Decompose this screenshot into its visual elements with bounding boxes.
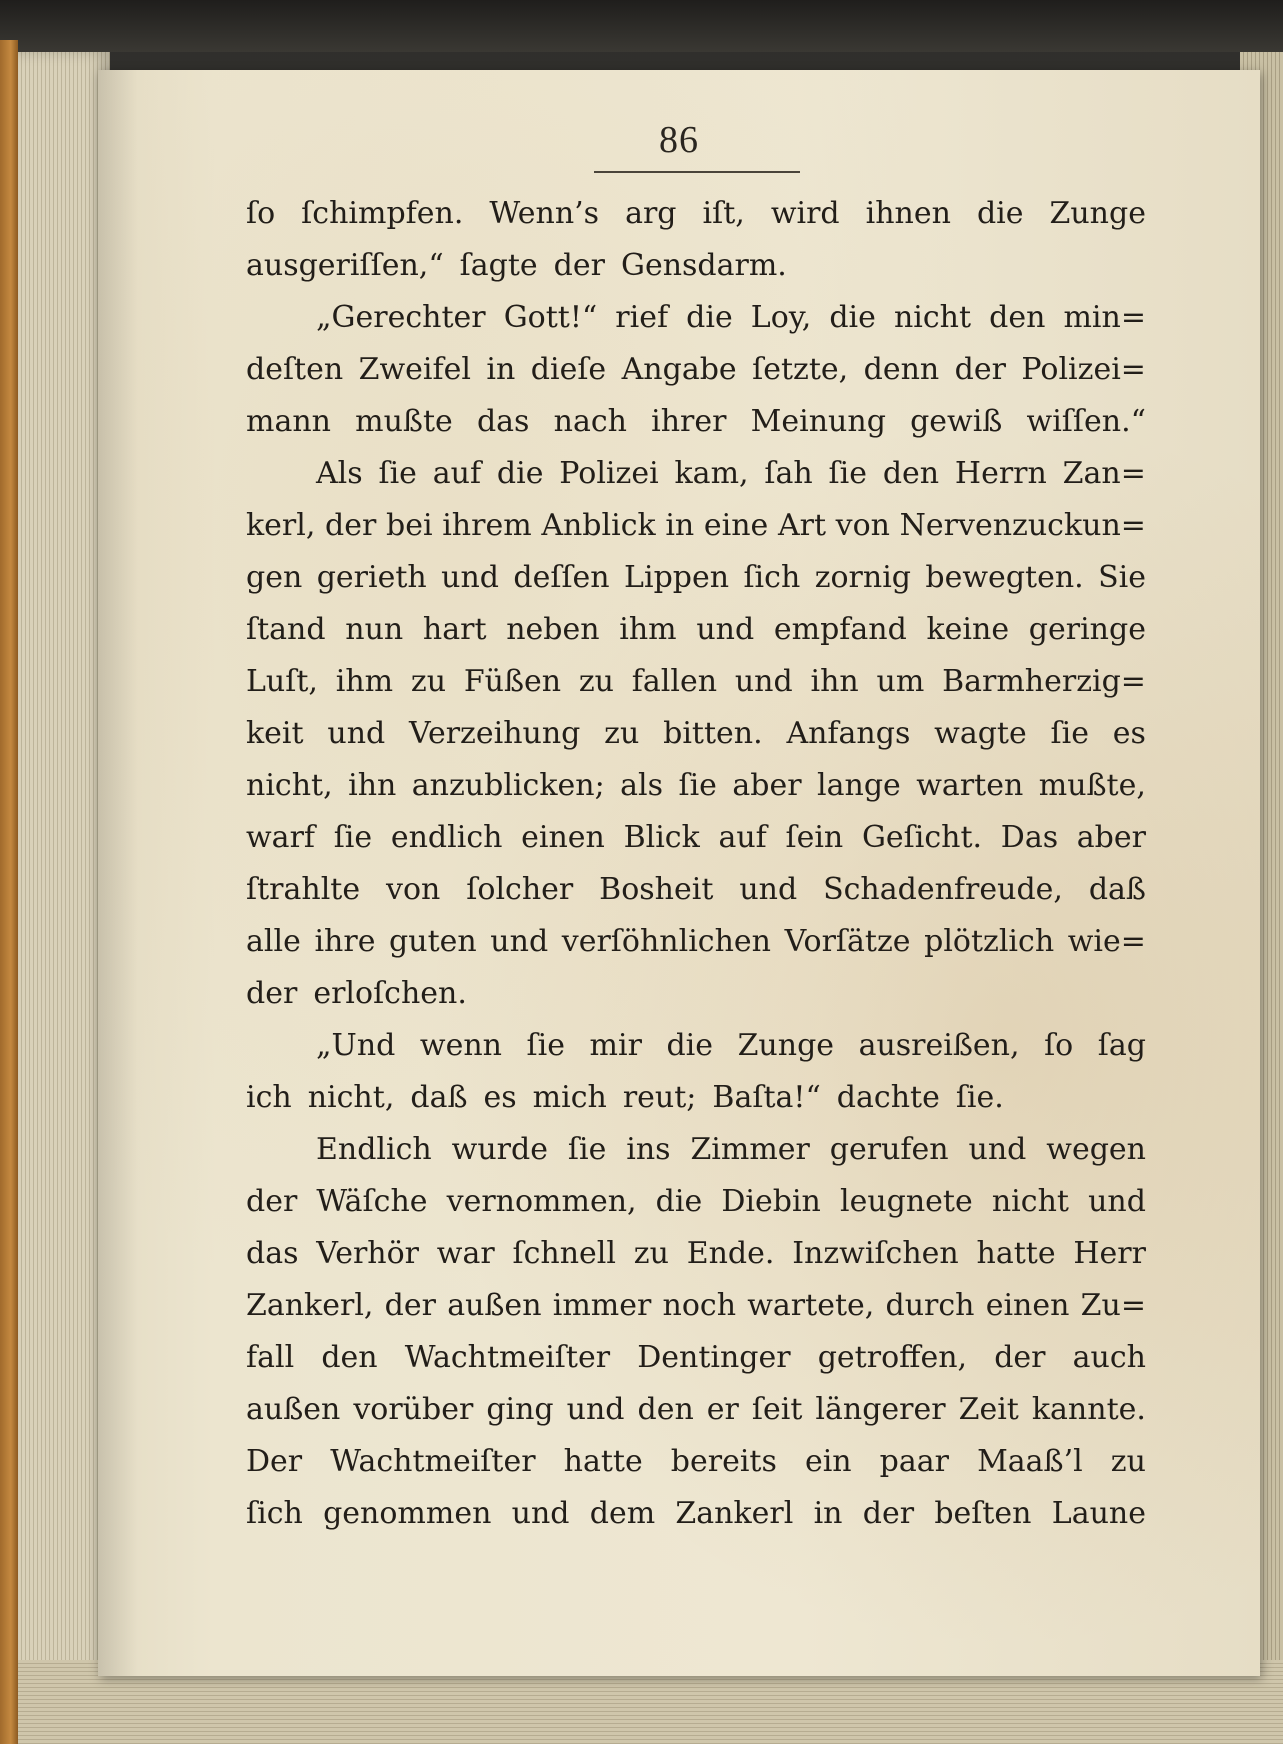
word: Meinung xyxy=(750,404,886,439)
word: Wachtmeiſter xyxy=(330,1444,536,1479)
gutter-shadow xyxy=(98,70,138,1676)
word: verſöhnlichen xyxy=(561,924,771,959)
word: ein xyxy=(804,1444,852,1479)
text-line xyxy=(246,656,1146,708)
word: Endlich xyxy=(316,1132,432,1167)
text-line xyxy=(246,1280,1146,1332)
word: ſetzte, xyxy=(752,352,849,387)
word: Polizei xyxy=(559,456,659,491)
book-page xyxy=(98,70,1260,1676)
text-line xyxy=(246,1020,1146,1072)
word: warf xyxy=(246,820,316,855)
word: ſo xyxy=(1044,1028,1074,1063)
word: es xyxy=(1112,716,1146,751)
text-line xyxy=(246,812,1146,864)
text-line xyxy=(246,604,1146,656)
word: ſah xyxy=(764,456,813,491)
word: der xyxy=(246,976,298,1011)
word: Zimmer xyxy=(690,1132,810,1167)
word: Gott!“ xyxy=(503,300,598,335)
word: ins xyxy=(626,1132,671,1167)
word: Diebin xyxy=(721,1184,821,1219)
text-line xyxy=(246,448,1146,500)
word: die xyxy=(666,1028,714,1063)
word: Inzwiſchen xyxy=(792,1236,959,1271)
word: lange xyxy=(817,768,901,803)
word: einen xyxy=(985,1288,1070,1323)
word: dem xyxy=(589,1496,656,1531)
word: mußte, xyxy=(1038,768,1146,803)
word: ausgeriſſen,“ xyxy=(246,248,444,283)
word: und xyxy=(490,924,549,959)
word: und xyxy=(327,716,386,751)
text-line xyxy=(246,864,1146,916)
word: kerl, xyxy=(246,508,316,543)
word: hatte xyxy=(976,1236,1056,1271)
word: keine xyxy=(926,612,1010,647)
word: außen xyxy=(246,1392,341,1427)
word: erloſchen. xyxy=(313,976,467,1011)
text-line xyxy=(246,1488,1146,1540)
word: wurde xyxy=(451,1132,548,1167)
word: der xyxy=(246,1184,298,1219)
word: die xyxy=(496,456,544,491)
word: wenn xyxy=(419,1028,502,1063)
text-line xyxy=(246,500,1146,552)
word: war xyxy=(436,1236,495,1271)
word: ſchnell xyxy=(512,1236,616,1271)
text-line xyxy=(246,344,1146,396)
word: Laune xyxy=(1051,1496,1146,1531)
word: ſie xyxy=(567,1132,607,1167)
word: endlich xyxy=(390,820,503,855)
word: bewegten. xyxy=(925,560,1084,595)
word: daß xyxy=(1088,872,1146,907)
word: außen xyxy=(447,1288,542,1323)
word: Wachtmeiſter xyxy=(404,1340,611,1375)
word: Vorſätze xyxy=(784,924,911,959)
word: zornig xyxy=(814,560,912,595)
word: ihrem xyxy=(442,508,532,543)
word: mußte xyxy=(355,404,453,439)
word: ſtrahlte xyxy=(246,872,361,907)
word: wegen xyxy=(1046,1132,1146,1167)
word: wiſſen.“ xyxy=(1026,404,1146,439)
word: ſie xyxy=(378,456,417,491)
text-line xyxy=(246,760,1146,812)
word: ihrer xyxy=(651,404,727,439)
text-line xyxy=(246,396,1146,448)
word: gerufen xyxy=(829,1132,949,1167)
word: Wäſche xyxy=(316,1184,428,1219)
word: Loy, xyxy=(750,300,812,335)
word: ſie xyxy=(678,768,717,803)
word: auch xyxy=(1072,1340,1146,1375)
word: leugnete xyxy=(839,1184,973,1219)
word: plötzlich xyxy=(924,924,1055,959)
word: der xyxy=(553,248,605,283)
word: warten xyxy=(916,768,1024,803)
text-line xyxy=(246,292,1146,344)
word: ſtand xyxy=(246,612,326,647)
book-cover-left xyxy=(0,40,18,1744)
word: Herr xyxy=(1073,1236,1146,1271)
word: zu xyxy=(578,664,614,699)
word: Bosheit xyxy=(599,872,714,907)
word: Barmherzig= xyxy=(942,664,1146,699)
word: alle xyxy=(246,924,301,959)
word: neben xyxy=(506,612,600,647)
word: der xyxy=(994,1340,1046,1375)
word: empfand xyxy=(773,612,907,647)
word: es xyxy=(483,1080,517,1115)
word: aber xyxy=(1076,820,1146,855)
word: Zankerl xyxy=(675,1496,794,1531)
word: Baſta!“ xyxy=(712,1080,821,1115)
word: den xyxy=(637,1392,694,1427)
word: gen xyxy=(246,560,303,595)
word: hatte xyxy=(563,1444,643,1479)
word: paar xyxy=(879,1444,949,1479)
word: min= xyxy=(1063,300,1146,335)
text-line xyxy=(246,1176,1146,1228)
word: Verzeihung xyxy=(409,716,581,751)
word: Zweifel xyxy=(358,352,471,387)
word: Gensdarm. xyxy=(620,248,787,283)
word: hart xyxy=(422,612,487,647)
word: den xyxy=(882,456,940,491)
word: die xyxy=(655,1184,703,1219)
text-line xyxy=(246,1124,1146,1176)
word: ihre xyxy=(314,924,376,959)
word: einen xyxy=(521,820,605,855)
word: ſagte xyxy=(459,248,538,283)
word: den xyxy=(321,1340,378,1375)
word: Dentinger xyxy=(637,1340,791,1375)
page-body-text xyxy=(246,188,1146,1540)
text-line xyxy=(246,1332,1146,1384)
word: Anfangs xyxy=(786,716,911,751)
word: Zunge xyxy=(737,1028,835,1063)
word: „Und xyxy=(316,1028,396,1063)
word: wird xyxy=(770,196,840,231)
text-line xyxy=(246,1436,1146,1488)
word: geringe xyxy=(1028,612,1146,647)
word: guten xyxy=(389,924,477,959)
word: auf xyxy=(718,820,767,855)
word: Schadenfreude, xyxy=(823,872,1063,907)
word: Das xyxy=(1000,820,1059,855)
word: bei xyxy=(386,508,433,543)
word: mann xyxy=(246,404,331,439)
word: und xyxy=(734,664,793,699)
word: als xyxy=(620,768,664,803)
word: ihm xyxy=(335,664,394,699)
word: Zankerl, xyxy=(246,1288,374,1323)
word: zu xyxy=(604,716,640,751)
word: ſie xyxy=(828,456,867,491)
word: ſie. xyxy=(955,1080,1004,1115)
word: vernommen, xyxy=(446,1184,637,1219)
word: und xyxy=(1088,1184,1146,1219)
word: Zan= xyxy=(1062,456,1146,491)
word: ſag xyxy=(1097,1028,1146,1063)
book-cover-top xyxy=(0,0,1283,52)
word: ihn xyxy=(810,664,859,699)
word: die xyxy=(686,300,733,335)
word: den xyxy=(989,300,1046,335)
word: ſeit xyxy=(751,1392,803,1427)
word: das xyxy=(476,404,530,439)
word: die xyxy=(829,300,876,335)
word: Zunge xyxy=(1049,196,1146,231)
word: deſſen xyxy=(513,560,610,595)
word: ihnen xyxy=(865,196,951,231)
word: Art xyxy=(777,508,827,543)
word: eine xyxy=(703,508,769,543)
word: durch xyxy=(885,1288,975,1323)
page-edges-left xyxy=(18,52,110,1744)
word: gerieth xyxy=(316,560,427,595)
word: und xyxy=(739,872,798,907)
word: Füßen xyxy=(463,664,562,699)
text-line xyxy=(246,552,1146,604)
word: gewiß xyxy=(910,404,1003,439)
word: Polizei= xyxy=(1021,352,1146,387)
text-line xyxy=(246,240,1146,292)
word: Zu= xyxy=(1080,1288,1146,1323)
word: ihn xyxy=(348,768,397,803)
word: Als xyxy=(316,456,363,491)
word: reut; xyxy=(622,1080,697,1115)
word: ausreißen, xyxy=(858,1028,1020,1063)
word: und xyxy=(696,612,755,647)
word: und xyxy=(566,1392,625,1427)
word: anzublicken; xyxy=(411,768,605,803)
word: rief xyxy=(615,300,669,335)
word: „Gerechter xyxy=(316,300,486,335)
word: Verhör xyxy=(316,1236,420,1271)
word: wagte xyxy=(934,716,1027,751)
text-line xyxy=(246,916,1146,968)
word: dieſe xyxy=(530,352,607,387)
word: die xyxy=(976,196,1024,231)
word: keit xyxy=(246,716,304,751)
header-rule xyxy=(594,171,800,173)
word: Sie xyxy=(1098,560,1146,595)
word: Angabe xyxy=(621,352,737,387)
word: nicht xyxy=(893,300,972,335)
word: ſo xyxy=(246,196,276,231)
text-line xyxy=(246,968,1146,1020)
word: fall xyxy=(246,1340,295,1375)
word: nicht, xyxy=(246,768,333,803)
word: Ende. xyxy=(686,1236,775,1271)
word: ſie xyxy=(526,1028,565,1063)
word: der xyxy=(384,1288,436,1323)
word: denn xyxy=(863,352,940,387)
word: wartete, xyxy=(747,1288,875,1323)
word: aber xyxy=(732,768,802,803)
word: iſt, xyxy=(702,196,745,231)
word: Wenn’s xyxy=(489,196,600,231)
word: nicht xyxy=(991,1184,1069,1219)
word: ſich xyxy=(246,1496,303,1531)
word: der xyxy=(325,508,377,543)
word: Maaß’l xyxy=(977,1444,1083,1479)
word: ſein xyxy=(785,820,844,855)
word: bereits xyxy=(670,1444,777,1479)
word: mir xyxy=(589,1028,642,1063)
word: deſten xyxy=(246,352,344,387)
word: ſolcher xyxy=(466,872,574,907)
word: um xyxy=(876,664,925,699)
word: Zeit xyxy=(958,1392,1019,1427)
word: genommen xyxy=(323,1496,492,1531)
word: von xyxy=(835,508,891,543)
text-line xyxy=(246,708,1146,760)
word: zu xyxy=(1110,1444,1146,1479)
text-line xyxy=(246,1228,1146,1280)
word: ſie xyxy=(333,820,373,855)
word: auf xyxy=(432,456,482,491)
word: von xyxy=(386,872,441,907)
word: vorüber xyxy=(353,1392,474,1427)
word: Blick xyxy=(623,820,700,855)
word: und xyxy=(511,1496,570,1531)
word: ich xyxy=(246,1080,292,1115)
word: er xyxy=(706,1392,739,1427)
word: wie= xyxy=(1067,924,1146,959)
word: nach xyxy=(553,404,627,439)
word: nun xyxy=(345,612,404,647)
word: das xyxy=(246,1236,299,1271)
word: kam, xyxy=(674,456,749,491)
word: ging xyxy=(486,1392,554,1427)
page-number: 86 xyxy=(659,119,699,161)
word: kannte. xyxy=(1031,1392,1146,1427)
word: ſchimpfen. xyxy=(301,196,464,231)
word: dachte xyxy=(836,1080,940,1115)
word: und xyxy=(441,560,499,595)
word: der xyxy=(862,1496,915,1531)
word: zu xyxy=(410,664,447,699)
word: Nervenzuckun= xyxy=(899,508,1146,543)
text-line xyxy=(246,1072,1146,1124)
word: Geſicht. xyxy=(861,820,983,855)
word: Lippen xyxy=(624,560,730,595)
word: Herrn xyxy=(954,456,1047,491)
word: arg xyxy=(625,196,677,231)
text-line xyxy=(246,188,1146,240)
word: getroffen, xyxy=(817,1340,968,1375)
text-line xyxy=(246,1384,1146,1436)
word: beſten xyxy=(934,1496,1032,1531)
word: Der xyxy=(246,1444,303,1479)
word: zu xyxy=(633,1236,669,1271)
word: nicht, xyxy=(307,1080,395,1115)
word: bitten. xyxy=(663,716,763,751)
word: immer xyxy=(552,1288,652,1323)
word: ſie xyxy=(1050,716,1089,751)
word: Luſt, xyxy=(246,664,318,699)
word: ihm xyxy=(619,612,677,647)
word: in xyxy=(813,1496,843,1531)
word: noch xyxy=(662,1288,737,1323)
word: fallen xyxy=(631,664,718,699)
word: in xyxy=(665,508,695,543)
word: daß xyxy=(410,1080,468,1115)
word: mich xyxy=(532,1080,607,1115)
word: und xyxy=(968,1132,1027,1167)
word: längerer xyxy=(815,1392,946,1427)
word: Anblick xyxy=(541,508,656,543)
word: in xyxy=(486,352,516,387)
word: ſich xyxy=(743,560,801,595)
word: der xyxy=(954,352,1006,387)
